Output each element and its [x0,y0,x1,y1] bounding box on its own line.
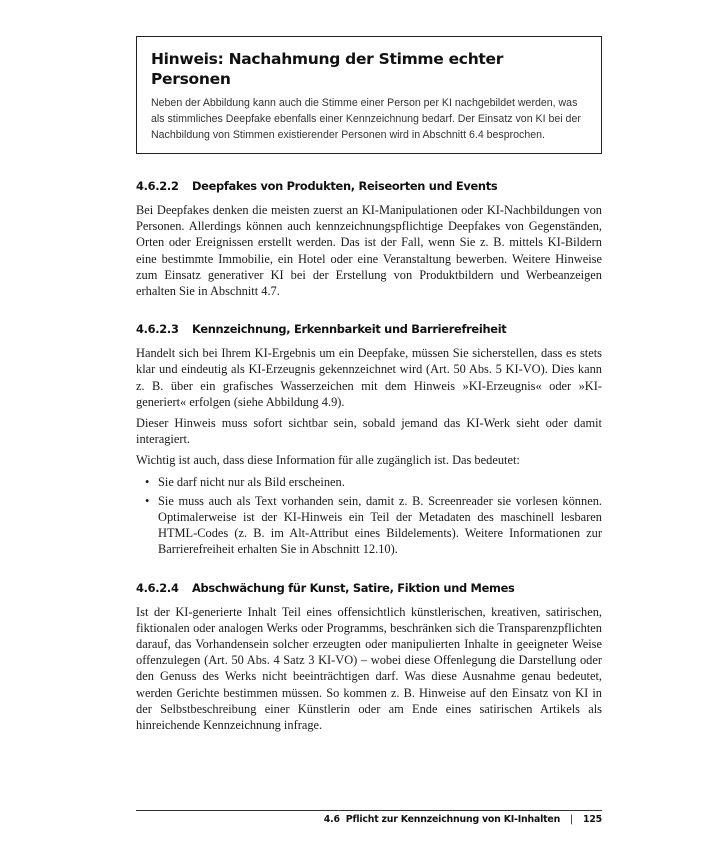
paragraph: Dieser Hinweis muss sofort sichtbar sein, sobald jemand das KI-Werk sieht oder damit interagiert. [136,416,602,447]
bullet-icon: • [145,493,150,508]
list-item [136,474,602,490]
section-heading [136,580,602,596]
note-box [136,36,602,154]
section-title: Deepfakes von Produkten, Reiseorten und Events [192,179,498,193]
bullet-icon: • [145,474,150,489]
list-item-text: Sie muss auch als Text vorhanden sein, damit z. B. Screenreader sie vorlesen können. Optimalerweise ist der KI-Hinweis ein Teil der Metadaten des maschinell lesbaren HTML-Codes (z. B. im Alt-Attribut eines Bildelements). Weitere Informationen zur Barrierefreiheit erhalten Sie in Abschnitt 12.10). [158,493,602,557]
list-item [136,493,602,558]
section-4-6-2-3 [136,321,602,557]
page-content [136,36,602,738]
paragraph: Bei Deepfakes denken die meisten zuerst an KI-Manipulationen oder KI-Nachbildungen von Personen. Allerdings können auch kennzeichnungspflichtige Deepfakes von Gegenständen, Orten oder Ereignissen erstellt werden. Das ist der Fall, wenn Sie z. B. mittels KI-Bildern eine bestimmte Immobilie, ein Hotel oder eine Veranstaltung bewerben. Weitere Hinweise zum Einsatz generativer KI bei der Erstellung von Produktbildern und Werbeanzeigen erhalten Sie in Abschnitt 4.7. [136,203,602,299]
section-4-6-2-4 [136,580,602,734]
note-box-title: Hinweis: Nachahmung der Stimme echter Personen [151,50,504,88]
section-number: 4.6.2.2 [136,179,179,193]
section-title: Kennzeichnung, Erkennbarkeit und Barrierefreiheit [192,322,507,337]
paragraph: Handelt sich bei Ihrem KI-Ergebnis um ein Deepfake, müssen Sie sicherstellen, dass es stets klar und eindeutig als KI-Erzeugnis gekennzeichnet wird (Art. 50 Abs. 5 KI-VO). Dies kann z. B. über ein grafisches Wasserzeichen mit dem Hinweis »KI-Erzeugnis« oder »KI-generiert« erfolgen (siehe Abbildung 4.9). [136,346,602,409]
page-number: 125 [583,814,602,825]
section-4-6-2-2 [136,178,602,299]
section-heading [136,178,602,194]
page-footer [324,814,602,825]
section-title: Abschwächung für Kunst, Satire, Fiktion und Memes [192,580,515,595]
footer-divider [136,810,602,811]
note-box-text: Neben der Abbildung kann auch die Stimme einer Person per KI nachgebildet werden, was als stimmliches Deepfake ebenfalls einer Kennzeichnung bedarf. Der Einsatz von KI bei der Nachbildung von Stimmen existierender Personen wird in Abschnitt 6.4 besprochen. [151,97,581,141]
section-number: 4.6.2.3 [136,322,179,337]
paragraph: Ist der KI-generierte Inhalt Teil eines offensichtlich künstlerischen, kreativen, satirischen, fiktionalen oder analogen Werks oder Programms, beschränken sich die Transparenzpflichten darauf, das Vorhandensein solcher erzeugten oder manipulierten Inhalte in geeigneter Weise offenzulegen (Art. 50 Abs. 4 Satz 3 KI-VO) – wobei diese Offenlegung die Darstellung oder den Genuss des Werks nicht beeinträchtigen darf. Was diese Ausnahme genau bedeutet, werden Gerichte bestimmen müssen. So kommen z. B. Hinweise auf den Einsatz von KI in der Selbstbeschreibung einer Künstlerin oder am Ende eines satirischen Artikels als hinreichende Kennzeichnung infrage. [136,604,602,733]
section-heading [136,321,602,337]
footer-chapter-title: Pflicht zur Kennzeichnung von KI-Inhalten [345,814,561,825]
footer-separator: | [570,814,574,825]
bullet-list [136,474,602,558]
section-number: 4.6.2.4 [136,580,179,595]
list-item-text: Sie darf nicht nur als Bild erscheinen. [158,474,345,489]
paragraph: Wichtig ist auch, dass diese Information für alle zugänglich ist. Das bedeutet: [136,453,520,468]
footer-chapter-number: 4.6 [323,814,340,825]
